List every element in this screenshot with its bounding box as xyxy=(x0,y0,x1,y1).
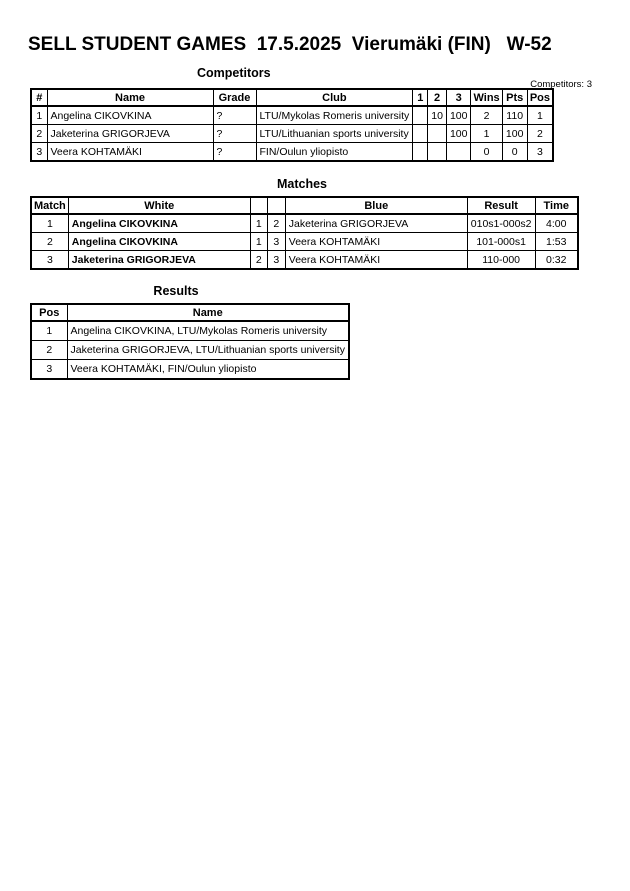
table-row xyxy=(31,214,578,233)
cell-pts: 0 xyxy=(502,143,527,162)
cell-score-3: 100 xyxy=(446,125,471,143)
cell-time: 1:53 xyxy=(535,233,578,251)
table-row xyxy=(31,143,553,162)
cell-grade: ? xyxy=(213,125,256,143)
cell-white-num: 2 xyxy=(250,251,267,270)
col-header-3: 3 xyxy=(446,89,471,106)
col-header-blue-num xyxy=(267,197,285,214)
cell-name: Angelina CIKOVKINA xyxy=(47,106,213,125)
col-header-wins: Wins xyxy=(471,89,502,106)
matches-table xyxy=(30,196,579,270)
cell-pts: 110 xyxy=(502,106,527,125)
cell-wins: 1 xyxy=(471,125,502,143)
col-header-white-num xyxy=(250,197,267,214)
cell-name: Veera KOHTAMÄKI, FIN/Oulun yliopisto xyxy=(67,360,349,380)
cell-club: LTU/Lithuanian sports university xyxy=(256,125,413,143)
table-row xyxy=(31,321,349,341)
cell-pos: 1 xyxy=(527,106,553,125)
col-header-grade: Grade xyxy=(213,89,256,106)
cell-num: 3 xyxy=(31,143,47,162)
cell-pos: 3 xyxy=(31,360,67,380)
col-header-name: Name xyxy=(67,304,349,321)
cell-blue-num: 3 xyxy=(267,233,285,251)
col-header-pts: Pts xyxy=(502,89,527,106)
cell-blue-name: Veera KOHTAMÄKI xyxy=(285,233,467,251)
cell-pos: 2 xyxy=(527,125,553,143)
col-header-time: Time xyxy=(535,197,578,214)
cell-blue-num: 2 xyxy=(267,214,285,233)
cell-result: 010s1-000s2 xyxy=(467,214,535,233)
competitors-header-row xyxy=(0,66,630,88)
page-title: SELL STUDENT GAMES 17.5.2025 Vierumäki (FIN) W-52 xyxy=(28,34,552,55)
competitors-count: Competitors: 3 xyxy=(530,79,592,90)
cell-blue-name: Veera KOHTAMÄKI xyxy=(285,251,467,270)
col-header-name: Name xyxy=(47,89,213,106)
cell-white-name: Jaketerina GRIGORJEVA xyxy=(68,251,250,270)
cell-club: LTU/Mykolas Romeris university xyxy=(256,106,413,125)
table-row xyxy=(31,125,553,143)
results-header xyxy=(31,304,349,321)
competitors-section-title: Competitors xyxy=(197,66,271,80)
col-header-blue: Blue xyxy=(285,197,467,214)
cell-pos: 3 xyxy=(527,143,553,162)
col-header-white: White xyxy=(68,197,250,214)
competitors-header xyxy=(31,89,553,106)
cell-blue-name: Jaketerina GRIGORJEVA xyxy=(285,214,467,233)
col-header-match: Match xyxy=(31,197,68,214)
cell-wins: 0 xyxy=(471,143,502,162)
cell-score-2 xyxy=(428,143,447,162)
cell-white-name: Angelina CIKOVKINA xyxy=(68,233,250,251)
results-section-title: Results xyxy=(153,284,199,298)
competitors-table xyxy=(30,88,554,162)
cell-result: 110-000 xyxy=(467,251,535,270)
cell-num: 1 xyxy=(31,106,47,125)
cell-score-2: 10 xyxy=(428,106,447,125)
table-row xyxy=(31,233,578,251)
col-header-pos: Pos xyxy=(31,304,67,321)
cell-name: Jaketerina GRIGORJEVA xyxy=(47,125,213,143)
results-table xyxy=(30,303,350,380)
cell-white-num: 1 xyxy=(250,233,267,251)
cell-pos: 1 xyxy=(31,321,67,341)
cell-name: Veera KOHTAMÄKI xyxy=(47,143,213,162)
cell-pos: 2 xyxy=(31,341,67,360)
cell-score-2 xyxy=(428,125,447,143)
col-header-1: 1 xyxy=(413,89,428,106)
cell-score-1 xyxy=(413,143,428,162)
cell-score-3 xyxy=(446,143,471,162)
cell-time: 0:32 xyxy=(535,251,578,270)
cell-grade: ? xyxy=(213,106,256,125)
cell-wins: 2 xyxy=(471,106,502,125)
col-header-result: Result xyxy=(467,197,535,214)
cell-white-name: Angelina CIKOVKINA xyxy=(68,214,250,233)
cell-result: 101-000s1 xyxy=(467,233,535,251)
cell-match-num: 3 xyxy=(31,251,68,270)
cell-match-num: 2 xyxy=(31,233,68,251)
table-row xyxy=(31,251,578,270)
cell-time: 4:00 xyxy=(535,214,578,233)
cell-white-num: 1 xyxy=(250,214,267,233)
cell-blue-num: 3 xyxy=(267,251,285,270)
table-row xyxy=(31,106,553,125)
cell-score-1 xyxy=(413,125,428,143)
cell-pts: 100 xyxy=(502,125,527,143)
col-header-club: Club xyxy=(256,89,413,106)
cell-name: Jaketerina GRIGORJEVA, LTU/Lithuanian sports university xyxy=(67,341,349,360)
matches-header xyxy=(31,197,578,214)
table-row xyxy=(31,360,349,380)
col-header-pos: Pos xyxy=(527,89,553,106)
cell-score-3: 100 xyxy=(446,106,471,125)
table-row xyxy=(31,341,349,360)
col-header-2: 2 xyxy=(428,89,447,106)
cell-name: Angelina CIKOVKINA, LTU/Mykolas Romeris university xyxy=(67,321,349,341)
cell-club: FIN/Oulun yliopisto xyxy=(256,143,413,162)
cell-score-1 xyxy=(413,106,428,125)
col-header-num: # xyxy=(31,89,47,106)
matches-section-title: Matches xyxy=(276,177,328,191)
cell-match-num: 1 xyxy=(31,214,68,233)
cell-num: 2 xyxy=(31,125,47,143)
cell-grade: ? xyxy=(213,143,256,162)
